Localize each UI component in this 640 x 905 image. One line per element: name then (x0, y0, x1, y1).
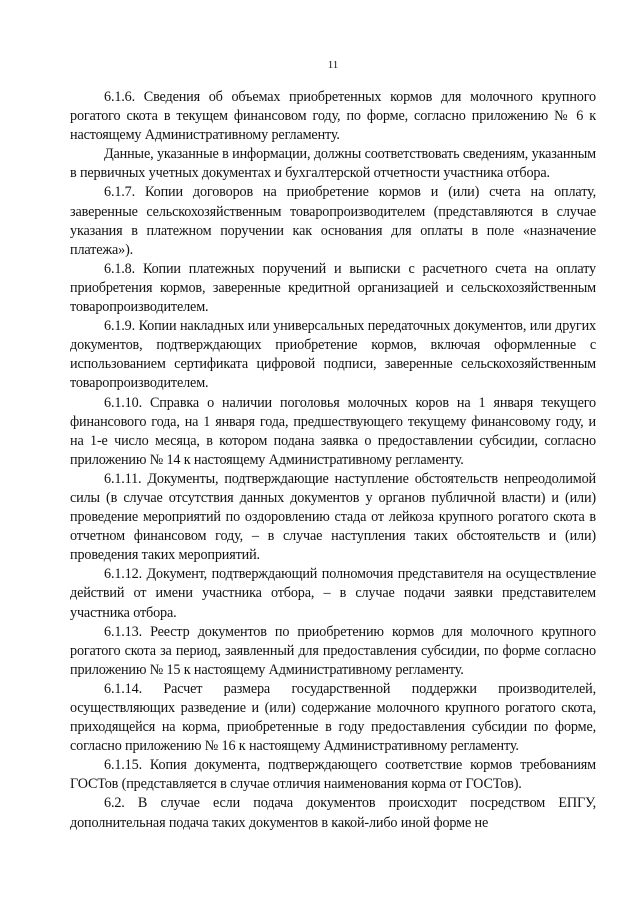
paragraph-6-1-6: 6.1.6. Сведения об объемах приобретенных кормов для молочного крупного рогатого скота в текущем финансовом году, по форме, согласно приложению № 6 к настоящему Административному регламенту. (70, 89, 596, 144)
paragraph-6-1-12: 6.1.12. Документ, подтверждающий полномочия представителя на осуществление действий от имени участника отбора, – в случае подачи заявки представителем участника отбора. (70, 566, 596, 621)
page-number: 11 (327, 59, 339, 71)
paragraph-6-1-13: 6.1.13. Реестр документов по приобретению кормов для молочного крупного рогатого скота за период, заявленный для предоставления субсидии, по форме согласно приложению № 15 к настоящему Административному регламенту. (70, 623, 596, 678)
paragraph-6-1-10: 6.1.10. Справка о наличии поголовья молочных коров на 1 января текущего финансового года, на 1 января года, предшествующего текущему финансовому году, и на 1-е число месяца, в котором подана заявка о предоставлении субсидии, согласно приложению № 14 к настоящему Административному регламенту. (70, 394, 596, 468)
paragraph-data-note: Данные, указанные в информации, должны соответствовать сведениям, указанным в первичных учетных документах и бухгалтерской отчетности участника отбора. (70, 146, 596, 182)
paragraph-6-1-7: 6.1.7. Копии договоров на приобретение кормов и (или) счета на оплату, заверенные сельскохозяйственным товаропроизводителем (представляются в случае указания в платежном поручении как основания для оплаты в поле «назначение платежа»). (70, 184, 596, 258)
paragraph-6-1-9: 6.1.9. Копии накладных или универсальных передаточных документов, или других документов, подтверждающих приобретение кормов, включая оформленные с использованием сертификата цифровой подписи, заверенные сельскохозяйственным товаропроизводителем. (70, 318, 596, 392)
paragraph-6-1-8: 6.1.8. Копии платежных поручений и выписки с расчетного счета на оплату приобретения кормов, заверенные кредитной организацией и сельскохозяйственным товаропроизводителем. (70, 260, 596, 316)
paragraph-6-1-11: 6.1.11. Документы, подтверждающие наступление обстоятельств непреодолимой силы (в случае отсутствия данных документов у органов публичной власти) и (или) проведение мероприятий по оздоровлению стада от лейкоза крупного рогатого скота в отчетном финансовом году, – в случае наступления таких обстоятельств и (или) проведения таких мероприятий. (70, 470, 596, 564)
paragraph-6-1-14: 6.1.14. Расчет размера государственной поддержки производителей, осуществляющих разведение и (или) содержание молочного крупного рогатого скота, приходящейся на корма, приобретенные в году предоставления субсидии по форме, согласно приложению № 16 к настоящему Административному регламенту. (70, 680, 596, 755)
paragraph-6-1-15: 6.1.15. Копия документа, подтверждающего соответствие кормов требованиям ГОСТов (представляется в случае отличия наименования корма от ГОСТов). (70, 757, 596, 793)
paragraph-6-2: 6.2. В случае если подача документов происходит посредством ЕПГУ, дополнительная подача таких документов в какой-либо иной форме не (70, 795, 596, 831)
